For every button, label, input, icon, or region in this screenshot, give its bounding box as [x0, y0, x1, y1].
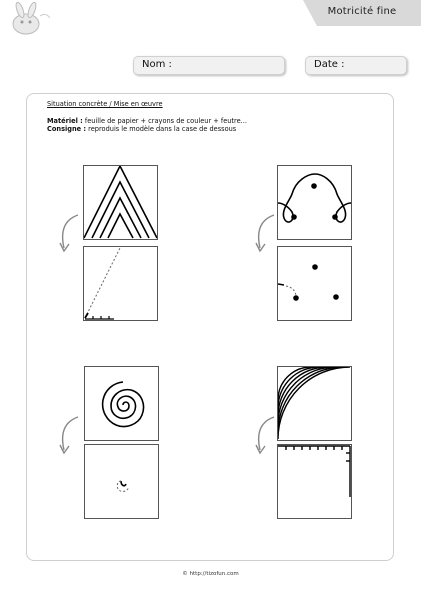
concentric-arcs-drawing: [278, 367, 351, 440]
spiral-drawing: [85, 367, 158, 440]
name-label: Nom :: [142, 59, 172, 70]
model-box-spiral: [84, 366, 159, 441]
copy-box-spiral[interactable]: [84, 444, 159, 519]
instruction-text: reproduis le modèle dans la case de dessous: [86, 125, 237, 133]
page-title: Motricité fine: [327, 6, 397, 17]
section-heading: Situation concrète / Mise en œuvre: [47, 100, 163, 108]
date-field[interactable]: [305, 56, 407, 75]
arrow-icon: [56, 414, 86, 458]
model-box-arcs: [277, 366, 352, 441]
name-field[interactable]: [133, 56, 285, 75]
copy-box-loops[interactable]: [277, 246, 352, 321]
material-label: Matériel :: [47, 117, 83, 125]
copy-box-triangles[interactable]: [83, 246, 158, 321]
model-box-loops: [277, 165, 352, 240]
nested-triangles-drawing: [84, 166, 157, 239]
instruction-line: [47, 125, 236, 133]
material-text: feuille de papier + crayons de couleur + feutre...: [82, 117, 247, 125]
copy-box-arcs[interactable]: [277, 444, 352, 519]
footer-credit: © http://tizofun.com: [182, 571, 239, 577]
spiral-guide-drawing: [85, 445, 158, 518]
arch-loops-drawing: [278, 166, 351, 239]
model-box-triangles: [83, 165, 158, 240]
instruction-label: Consigne :: [47, 125, 87, 133]
logo: [4, 2, 52, 38]
arrow-icon: [56, 212, 86, 256]
arcs-guide-drawing: [278, 445, 351, 518]
date-label: Date :: [314, 59, 345, 70]
loops-guide-drawing: [278, 247, 351, 320]
title-tab: [303, 0, 421, 26]
material-line: [47, 117, 247, 125]
triangle-guide-drawing: [84, 247, 157, 320]
